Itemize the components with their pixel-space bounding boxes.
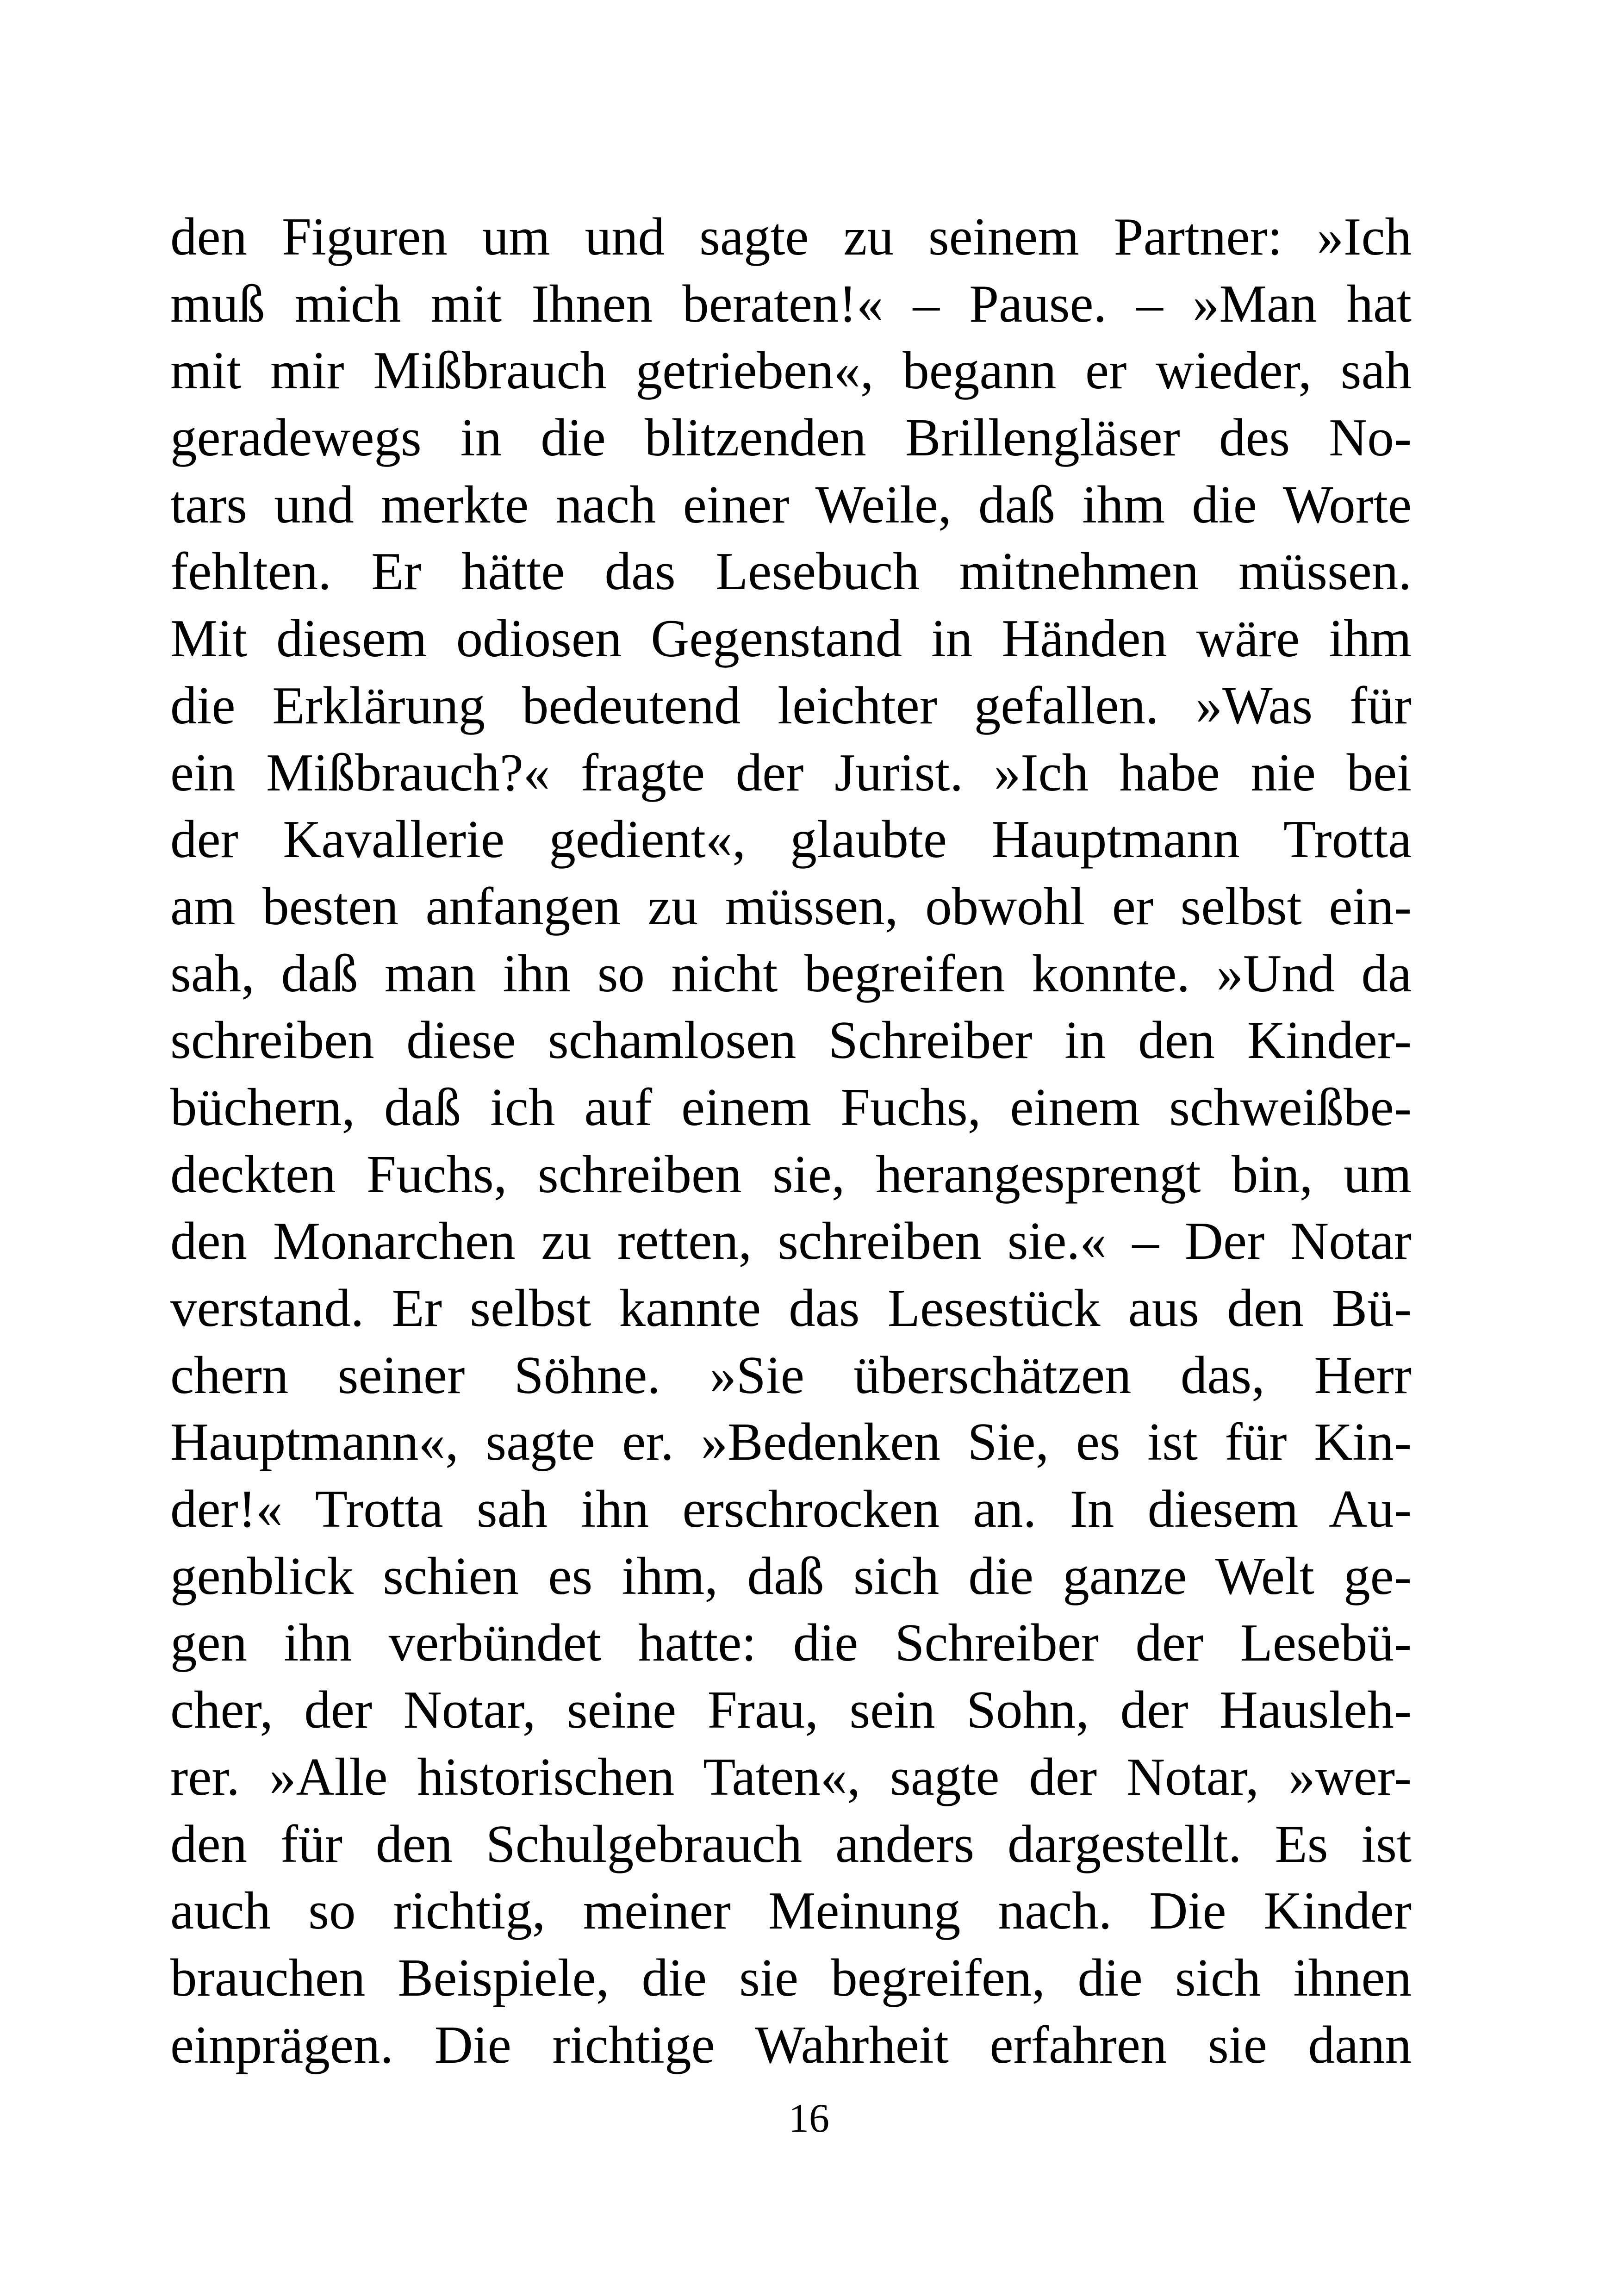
text-line: schreiben diese schamlosen Schreiber in den Kinder-	[170, 1011, 1412, 1070]
text-line: die Erklärung bedeutend leichter gefallen. »Was für	[170, 676, 1412, 735]
text-line: den für den Schulgebrauch anders dargestellt. Es ist	[170, 1814, 1412, 1873]
text-line: tars und merkte nach einer Weile, daß ihm die Worte	[170, 475, 1412, 534]
text-line: muß mich mit Ihnen beraten!« – Pause. – »Man hat	[170, 274, 1412, 333]
text-line: den Figuren um und sagte zu seinem Partner: »Ich	[170, 207, 1412, 266]
text-line: verstand. Er selbst kannte das Lesestück aus den Bü-	[170, 1279, 1412, 1338]
text-line: büchern, daß ich auf einem Fuchs, einem schweißbe-	[170, 1077, 1412, 1137]
text-line: geradewegs in die blitzenden Brillengläser des No-	[170, 408, 1412, 467]
text-line: genblick schien es ihm, daß sich die ganze Welt ge-	[170, 1546, 1412, 1605]
text-line: Hauptmann«, sagte er. »Bedenken Sie, es ist für Kin-	[170, 1412, 1412, 1472]
text-line: brauchen Beispiele, die sie begreifen, die sich ihnen	[170, 1948, 1412, 2007]
text-line: am besten anfangen zu müssen, obwohl er selbst ein-	[170, 877, 1412, 936]
text-line: Mit diesem odiosen Gegenstand in Händen wäre ihm	[170, 609, 1412, 668]
text-line: deckten Fuchs, schreiben sie, herangesprengt bin, um	[170, 1145, 1412, 1204]
page-number: 16	[789, 2096, 829, 2141]
text-line: mit mir Mißbrauch getrieben«, begann er wieder, sah	[170, 341, 1412, 400]
text-line: der Kavallerie gedient«, glaubte Hauptmann Trotta	[170, 810, 1412, 869]
text-line: chern seiner Söhne. »Sie überschätzen das, Herr	[170, 1345, 1412, 1405]
text-line: cher, der Notar, seine Frau, sein Sohn, der Hausleh-	[170, 1680, 1412, 1740]
text-line: fehlten. Er hätte das Lesebuch mitnehmen müssen.	[170, 542, 1412, 601]
text-line: den Monarchen zu retten, schreiben sie.« – Der Notar	[170, 1212, 1412, 1271]
text-line: sah, daß man ihn so nicht begreifen konnte. »Und da	[170, 944, 1412, 1003]
text-line: auch so richtig, meiner Meinung nach. Die Kinder	[170, 1881, 1412, 1941]
text-line: rer. »Alle historischen Taten«, sagte der Notar, »wer-	[170, 1747, 1412, 1806]
text-line: gen ihn verbündet hatte: die Schreiber der Lesebü-	[170, 1613, 1412, 1673]
text-line: ein Mißbrauch?« fragte der Jurist. »Ich habe nie bei	[170, 743, 1412, 802]
text-line: einprägen. Die richtige Wahrheit erfahren sie dann	[170, 2015, 1412, 2074]
text-line: der!« Trotta sah ihn erschrocken an. In diesem Au-	[170, 1480, 1412, 1539]
body-text	[170, 204, 1412, 2078]
